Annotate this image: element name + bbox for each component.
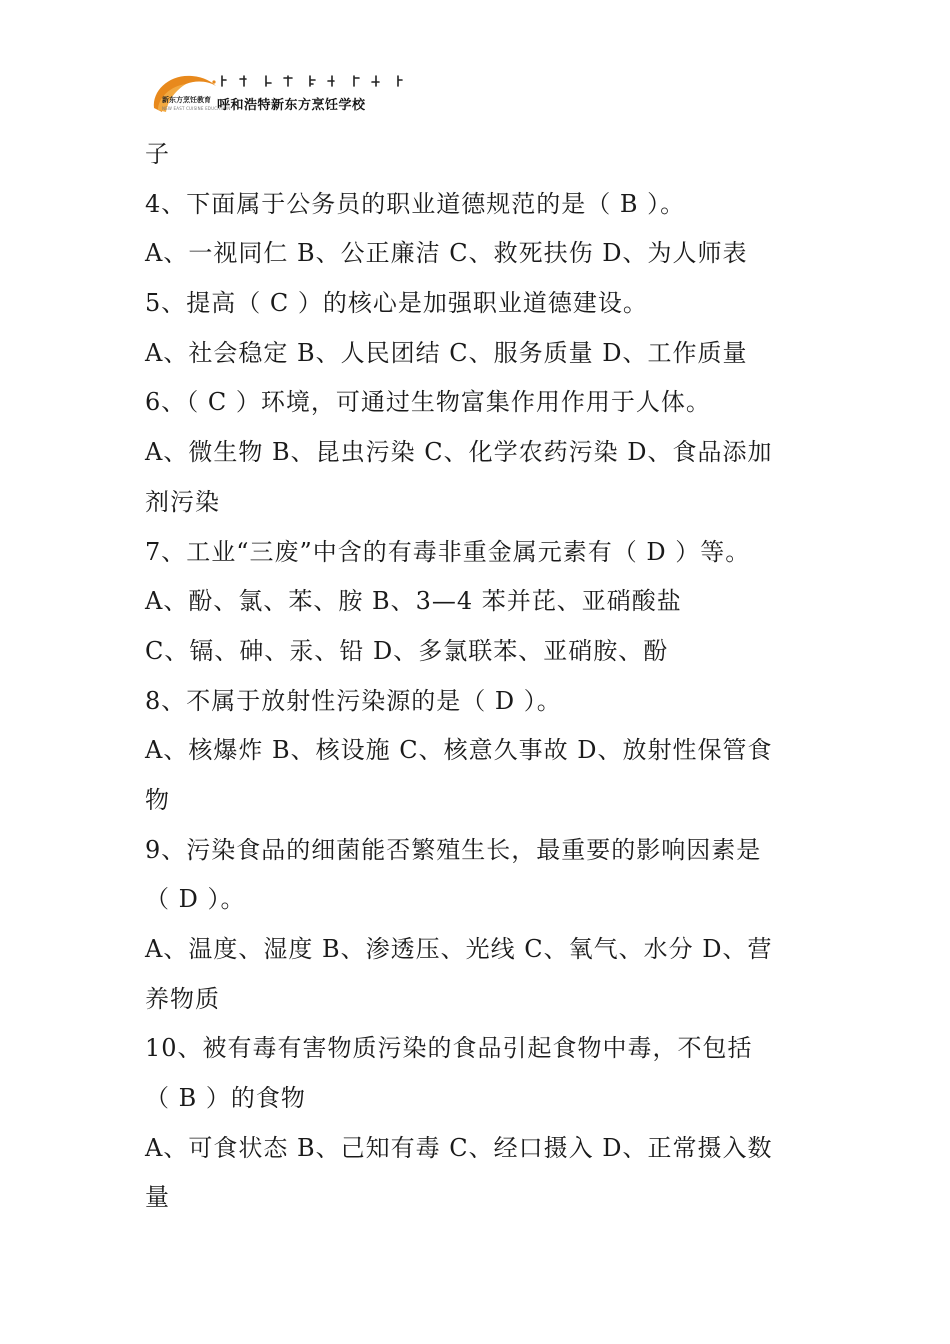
question-7-options-cd: C、镉、砷、汞、铅 D、多氯联苯、亚硝胺、酚	[145, 636, 669, 665]
text-line: 子	[145, 140, 170, 168]
question-6-options: A、微生物 B、昆虫污染 C、化学农药污染 D、食品添加	[145, 438, 773, 467]
question-10-options: A、可食状态 B、己知有毒 C、经口摄入 D、正常摄入数	[145, 1133, 773, 1162]
question-6-options-cont: 剂污染	[145, 487, 220, 516]
mongolian-script-decoration	[218, 74, 406, 88]
question-7-options-ab: A、酚、氯、苯、胺 B、3—4 苯并芘、亚硝酸盐	[145, 587, 682, 616]
school-logo-icon	[148, 68, 218, 120]
question-6: 6、（ C ）环境，可通过生物富集作用作用于人体。	[145, 388, 711, 417]
question-8: 8、不属于放射性污染源的是（ D ）。	[145, 686, 562, 715]
question-10-options-cont: 量	[145, 1183, 170, 1212]
question-7: 7、工业“三废”中含的有毒非重金属元素有（ D ）等。	[145, 537, 751, 566]
question-5-options: A、社会稳定 B、人民团结 C、服务质量 D、工作质量	[145, 338, 748, 367]
question-10-cont: （ B ）的食物	[145, 1084, 306, 1113]
question-4-options: A、一视同仁 B、公正廉洁 C、救死扶伤 D、为人师表	[145, 239, 748, 268]
question-10: 10、被有毒有害物质污染的食品引起食物中毒，不包括	[145, 1034, 753, 1063]
question-9: 9、污染食品的细菌能否繁殖生长，最重要的影响因素是	[145, 835, 762, 864]
question-9-options-cont: 养物质	[145, 984, 220, 1013]
question-8-options: A、核爆炸 B、核设施 C、核意久事故 D、放射性保管食	[145, 736, 773, 765]
page-header	[148, 68, 408, 120]
logo-small-text: 新东方烹饪教育	[162, 96, 211, 104]
school-name: 呼和浩特新东方烹饪学校	[217, 98, 366, 113]
question-8-options-cont: 物	[145, 785, 170, 814]
question-5: 5、提高（ C ）的核心是加强职业道德建设。	[145, 289, 648, 318]
question-4: 4、下面属于公务员的职业道德规范的是（ B ）。	[145, 189, 686, 218]
question-9-cont: （ D ）。	[145, 885, 246, 914]
document-body	[145, 130, 825, 1223]
logo-tiny-text: NEW EAST CUISINE EDUCATION	[162, 106, 231, 111]
question-9-options: A、温度、湿度 B、渗透压、光线 C、氧气、水分 D、营	[145, 935, 773, 963]
